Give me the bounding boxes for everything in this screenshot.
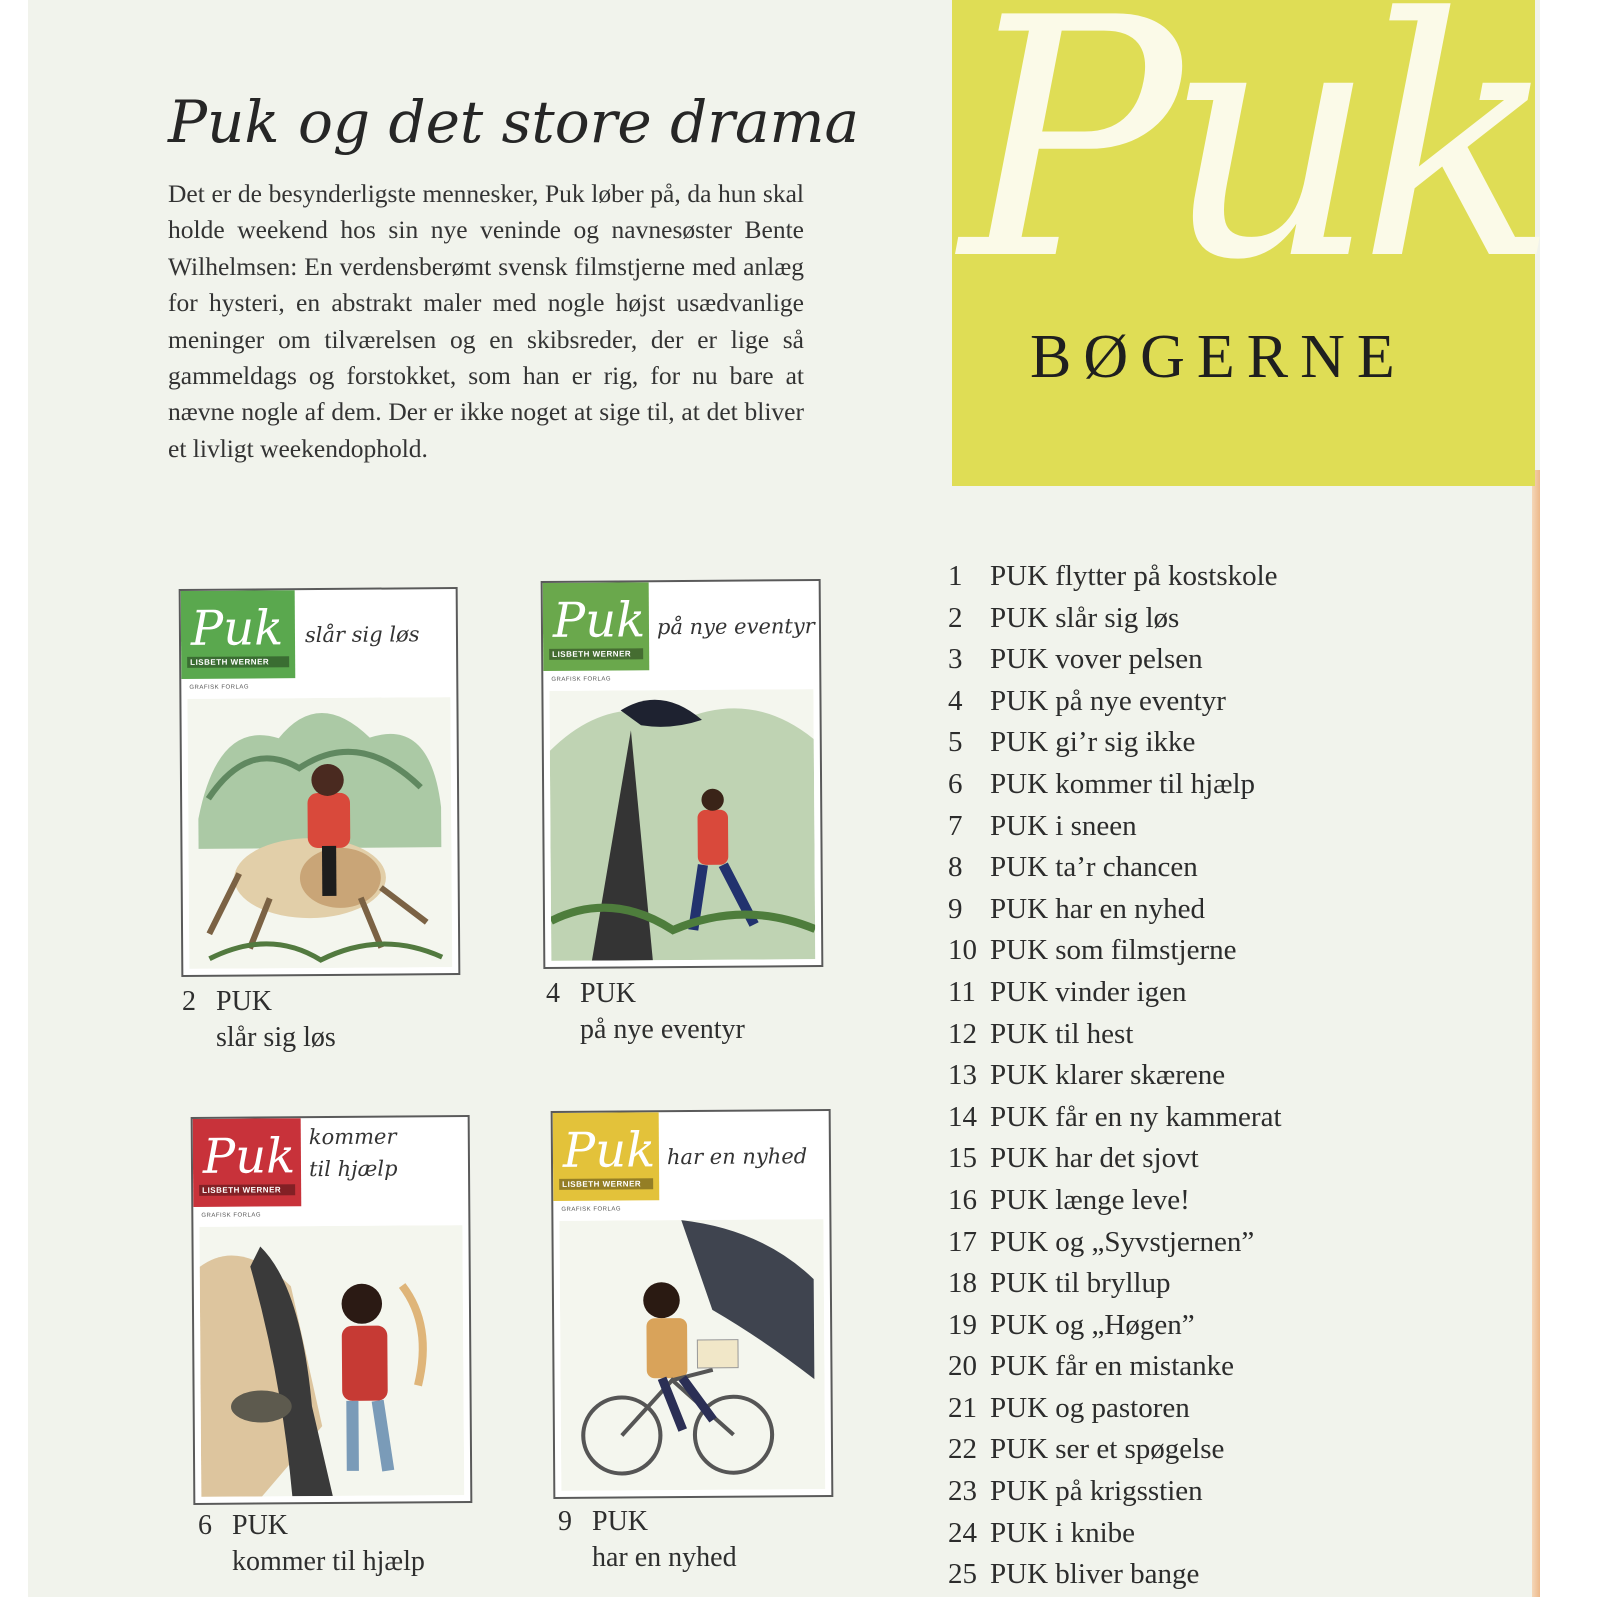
caption-number: 6 xyxy=(198,1510,212,1541)
book-list-item xyxy=(948,722,1282,764)
cover-thumbnail xyxy=(551,1109,834,1499)
book-list-item xyxy=(948,764,1282,806)
book-list-title: PUK som filmstjerne xyxy=(990,934,1237,967)
book-list-title: PUK og pastoren xyxy=(990,1391,1190,1424)
book-number: 15 xyxy=(948,1142,977,1175)
cover-author: LISBETH WERNER xyxy=(559,1178,653,1190)
book-number: 4 xyxy=(948,684,963,717)
caption-title: PUK xyxy=(580,978,637,1009)
cover-author: LISBETH WERNER xyxy=(549,648,643,660)
book-list-item xyxy=(948,1471,1282,1513)
book-list-item xyxy=(948,1346,1282,1388)
book-list-item xyxy=(948,806,1282,848)
book-list-item xyxy=(948,1180,1282,1222)
book-list-title: PUK får en mistanke xyxy=(990,1350,1235,1383)
book-list-title: PUK bliver bange xyxy=(990,1558,1200,1591)
book-list-title: PUK klarer skærene xyxy=(990,1059,1226,1092)
cover-illustration xyxy=(187,697,452,969)
book-list-title: PUK og „Syvstjernen” xyxy=(990,1225,1255,1258)
book-list-item xyxy=(948,1513,1282,1555)
cover-publisher: GRAFISK FORLAG xyxy=(201,1212,262,1219)
book-number: 19 xyxy=(948,1308,977,1341)
cover-caption xyxy=(182,984,336,1056)
book-list-title: PUK har en nyhed xyxy=(990,892,1206,925)
cover-illustration xyxy=(559,1219,825,1491)
cover-logo: Puk xyxy=(562,1121,656,1179)
book-list-item xyxy=(948,1429,1282,1471)
book-number: 9 xyxy=(948,892,963,925)
book-number: 17 xyxy=(948,1225,977,1258)
book-list-title: PUK på krigsstien xyxy=(990,1475,1203,1508)
caption-number: 2 xyxy=(182,986,196,1017)
book-list-item xyxy=(948,1263,1282,1305)
cover-logo: Puk xyxy=(552,591,646,649)
caption-title: PUK xyxy=(232,1510,289,1541)
book-list-title: PUK til bryllup xyxy=(990,1267,1171,1300)
book-number: 18 xyxy=(948,1267,977,1300)
book-list-title: PUK slår sig løs xyxy=(990,601,1180,634)
book-list-item xyxy=(948,847,1282,889)
book-list-title: PUK vinder igen xyxy=(990,975,1187,1008)
caption-subtitle: slår sig løs xyxy=(216,1022,336,1053)
caption-subtitle: på nye eventyr xyxy=(580,1014,745,1045)
book-list-item xyxy=(948,1097,1282,1139)
book-list-item xyxy=(948,1554,1282,1596)
cover-publisher: GRAFISK FORLAG xyxy=(189,684,250,691)
book-list-title: PUK kommer til hjælp xyxy=(990,767,1256,800)
book-number: 3 xyxy=(948,643,963,676)
book-list-title: PUK flytter på kostskole xyxy=(990,560,1278,592)
cover-thumbnail xyxy=(179,587,461,977)
book-list-title: PUK vover pelsen xyxy=(990,643,1203,676)
book-number: 13 xyxy=(948,1059,977,1092)
caption-title: PUK xyxy=(216,986,273,1017)
cover-logo-band xyxy=(193,1118,302,1207)
book-list-item xyxy=(948,1055,1282,1097)
book-list-item xyxy=(948,1388,1282,1430)
book-list-title: PUK længe leve! xyxy=(990,1183,1190,1216)
book-number: 16 xyxy=(948,1183,977,1216)
book-list-item xyxy=(948,972,1282,1014)
series-logo-subtitle: BØGERNE xyxy=(1030,323,1407,391)
book-number: 21 xyxy=(948,1391,977,1424)
book-list-title: PUK har det sjovt xyxy=(990,1142,1199,1175)
book-number: 25 xyxy=(948,1558,977,1591)
cover-publisher: GRAFISK FORLAG xyxy=(561,1206,622,1213)
cover-author: LISBETH WERNER xyxy=(199,1184,295,1196)
book-list-item xyxy=(948,1222,1282,1264)
cover-subtitle: på nye eventyr xyxy=(656,614,815,640)
book-list-title: PUK i sneen xyxy=(990,809,1137,842)
book-number: 14 xyxy=(948,1100,977,1133)
book-list-item xyxy=(948,930,1282,972)
cover-subtitle: slår sig løs xyxy=(304,622,420,648)
cover-caption xyxy=(558,1504,737,1576)
book-list-title: PUK på nye eventyr xyxy=(990,684,1226,717)
book-number: 2 xyxy=(948,601,963,634)
cover-caption xyxy=(198,1508,425,1580)
caption-title: PUK xyxy=(592,1506,649,1537)
book-number: 23 xyxy=(948,1475,977,1508)
book-title: Puk og det store drama xyxy=(168,88,860,156)
book-list-title: PUK og „Høgen” xyxy=(990,1308,1195,1341)
book-list-title: PUK gi’r sig ikke xyxy=(990,726,1196,759)
book-list-item xyxy=(948,1305,1282,1347)
book-list-item xyxy=(948,639,1282,681)
cover-caption xyxy=(546,976,745,1048)
book-number: 20 xyxy=(948,1350,977,1383)
cover-illustration xyxy=(199,1225,464,1497)
cover-subtitle: har en nyhed xyxy=(666,1144,808,1170)
cover-logo: Puk xyxy=(202,1127,296,1185)
book-number: 7 xyxy=(948,809,963,842)
cover-publisher: GRAFISK FORLAG xyxy=(551,676,612,683)
book-list xyxy=(948,556,1282,1596)
book-number: 6 xyxy=(948,767,963,800)
book-number: 12 xyxy=(948,1017,977,1050)
cover-logo-band xyxy=(181,590,296,679)
book-number: 1 xyxy=(948,560,963,592)
cover-author: LISBETH WERNER xyxy=(187,656,289,668)
cover-subtitle: kommer xyxy=(308,1124,397,1150)
book-list-item xyxy=(948,556,1282,598)
book-description: Det er de besynderligste mennesker, Puk løber på, da hun skal holde weekend hos sin nye veninde og navnesøster Bente Wilhelmsen: En verdensberømt svensk filmstjerne med anlæg for hysteri, en abstrakt maler med nogle højst usædvanlige meninger om tilværelsen og en skibsreder, der er lige så gammeldags og forstokket, som han er rig, for nu bare at nævne nogle af dem. Der er ikke noget at sige til, at det bliver et livligt weekendophold. xyxy=(168,179,804,463)
cover-thumbnail xyxy=(541,579,824,969)
book-list-item xyxy=(948,889,1282,931)
book-number: 8 xyxy=(948,851,963,884)
book-list-item xyxy=(948,598,1282,640)
caption-number: 4 xyxy=(546,978,560,1009)
cover-logo: Puk xyxy=(190,599,284,657)
cover-subtitle: til hjælp xyxy=(308,1156,398,1182)
caption-number: 9 xyxy=(558,1506,572,1537)
book-number: 24 xyxy=(948,1516,977,1549)
caption-subtitle: har en nyhed xyxy=(592,1542,737,1573)
book-list-item xyxy=(948,681,1282,723)
book-list-item xyxy=(948,1138,1282,1180)
book-list-item xyxy=(948,1014,1282,1056)
cover-illustration xyxy=(549,689,815,961)
cover-thumbnail xyxy=(191,1115,473,1505)
background-edge xyxy=(1540,0,1597,1597)
book-list-title: PUK får en ny kammerat xyxy=(990,1100,1282,1133)
series-logo-name: Puk xyxy=(960,0,1541,332)
book-list-title: PUK til hest xyxy=(990,1017,1134,1050)
cover-logo-band xyxy=(553,1112,660,1201)
book-list-title: PUK i knibe xyxy=(990,1516,1135,1549)
caption-subtitle: kommer til hjælp xyxy=(232,1546,425,1577)
book-number: 5 xyxy=(948,726,963,759)
cover-logo-band xyxy=(543,582,650,671)
book-number: 22 xyxy=(948,1433,977,1466)
book-number: 11 xyxy=(948,975,976,1008)
book-list-title: PUK ser et spøgelse xyxy=(990,1433,1225,1466)
book-list-title: PUK ta’r chancen xyxy=(990,851,1198,884)
book-number: 10 xyxy=(948,934,977,967)
